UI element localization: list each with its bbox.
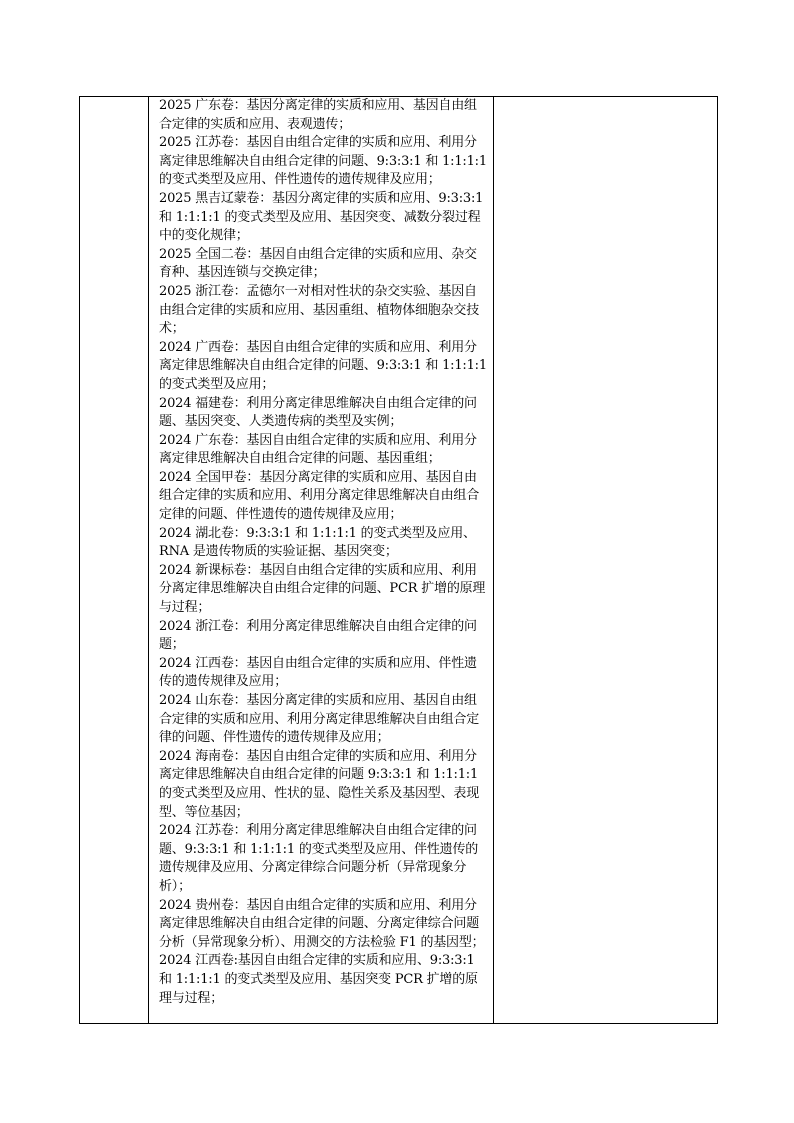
list-item: 2024 江西卷：基因自由组合定律的实质和应用、伴性遗传的遗传规律及应用；	[159, 655, 477, 690]
exam-points-list	[149, 97, 493, 1008]
list-item: 2025 广东卷：基因分离定律的实质和应用、基因自由组合定律的实质和应用、表观遗传；	[159, 98, 477, 132]
list-item: 2025 黑吉辽蒙卷：基因分离定律的实质和应用、9:3:3:1 和 1:1:1:1 的变式类型及应用、基因突变、减数分裂过程中的变化规律；	[159, 190, 484, 244]
list-item: 2024 山东卷：基因分离定律的实质和应用、基因自由组合定律的实质和应用、利用分离定律思维解决自由组合定律的问题、伴性遗传的遗传规律及应用；	[159, 693, 480, 746]
list-item: 2024 湖北卷：9:3:3:1 和 1:1:1:1 的变式类型及应用、RNA 是遗传物质的实验证据、基因突变；	[159, 525, 476, 560]
list-item: 2025 浙江卷：孟德尔一对相对性状的杂交实验、基因自由组合定律的实质和应用、基因重组、植物体细胞杂交技术；	[159, 283, 480, 337]
list-item: 2024 广西卷：基因自由组合定律的实质和应用、利用分离定律思维解决自由组合定律的问题、9:3:3:1 和 1:1:1:1 的变式类型及应用；	[159, 339, 487, 392]
list-item: 2024 浙江卷：利用分离定律思维解决自由组合定律的问题；	[159, 618, 477, 653]
list-item: 2025 全国二卷：基因自由组合定律的实质和应用、杂交育种、基因连锁与交换定律；	[159, 246, 477, 281]
left-empty-cell	[80, 97, 149, 1024]
exam-table	[79, 96, 718, 1024]
list-item: 2024 全国甲卷：基因分离定律的实质和应用、基因自由组合定律的实质和应用、利用分离定律思维解决自由组合定律的问题、伴性遗传的遗传规律及应用；	[159, 469, 480, 523]
list-item: 2025 江苏卷：基因自由组合定律的实质和应用、利用分离定律思维解决自由组合定律的问题、9:3:3:1 和 1:1:1:1 的变式类型及应用、伴性遗传的遗传规律及应用；	[159, 135, 487, 188]
right-empty-cell	[494, 97, 718, 1024]
exam-points-cell	[149, 97, 494, 1024]
list-item: 2024 广东卷：基因自由组合定律的实质和应用、利用分离定律思维解决自由组合定律的问题、基因重组；	[159, 432, 477, 467]
list-item: 2024 海南卷：基因自由组合定律的实质和应用、利用分离定律思维解决自由组合定律的问题 9:3:3:1 和 1:1:1:1 的变式类型及应用、性状的显、隐性关系及基因型、表现型、等位基因；	[159, 748, 480, 820]
list-item: 2024 江苏卷：利用分离定律思维解决自由组合定律的问题、9:3:3:1 和 1:1:1:1 的变式类型及应用、伴性遗传的遗传规律及应用、分离定律综合问题分析（异常现象分析）；	[159, 823, 479, 894]
list-item: 2024 福建卷：利用分离定律思维解决自由组合定律的问题、基因突变、人类遗传病的类型及实例；	[159, 395, 477, 430]
list-item: 2024 新课标卷：基因自由组合定律的实质和应用、利用分离定律思维解决自由组合定律的问题、PCR 扩增的原理与过程；	[159, 562, 486, 616]
list-item: 2024 江西卷:基因自由组合定律的实质和应用、9:3:3:1 和 1:1:1:1 的变式类型及应用、基因突变 PCR 扩增的原理与过程；	[159, 953, 478, 1006]
list-item: 2024 贵州卷：基因自由组合定律的实质和应用、利用分离定律思维解决自由组合定律的问题、分离定律综合问题分析（异常现象分析）、用测交的方法检验 F1 的基因型；	[159, 897, 485, 950]
table-row	[80, 97, 718, 1024]
